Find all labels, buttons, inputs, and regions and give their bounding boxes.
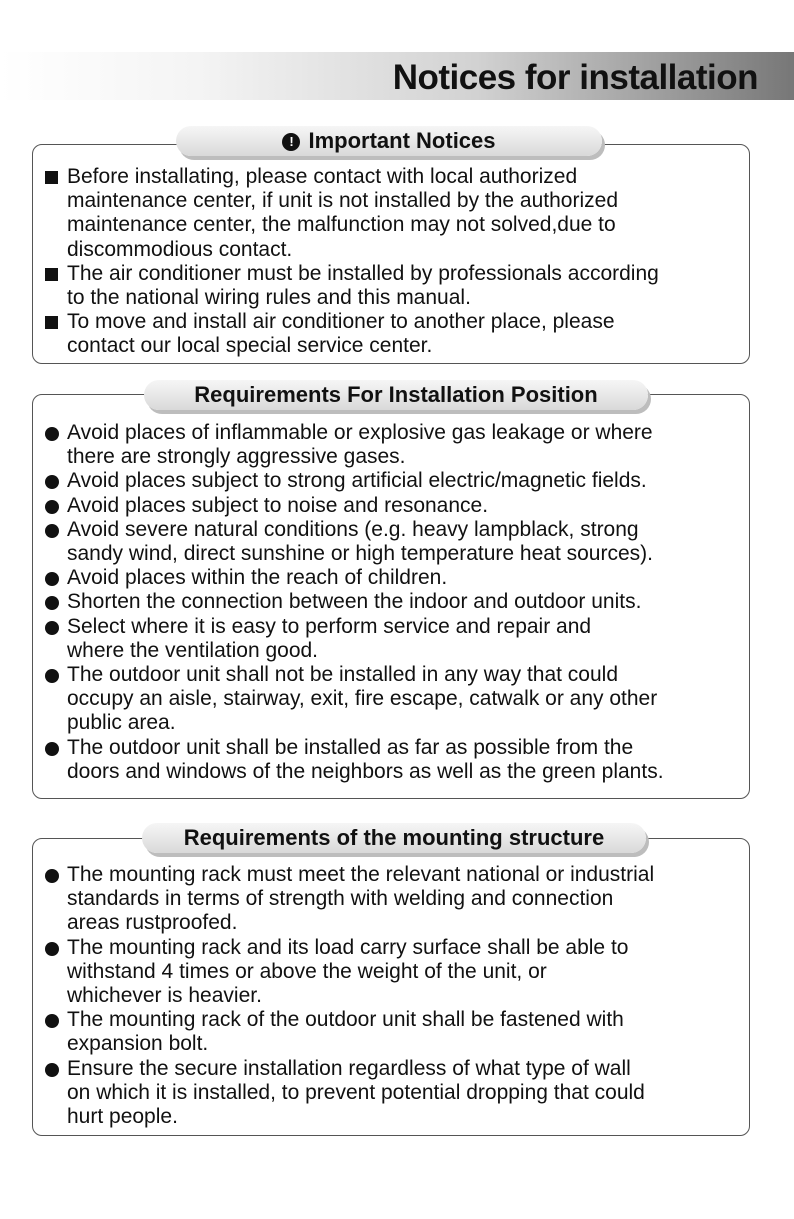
list-item <box>41 615 745 663</box>
mounting-structure-list <box>41 863 745 1129</box>
mounting-structure-panel <box>32 838 750 1136</box>
list-item <box>41 936 745 1009</box>
list-item-line: areas rustproofed. <box>67 911 238 935</box>
list-item-line: The mounting rack of the outdoor unit shall be fastened with <box>67 1008 624 1032</box>
square-bullet-icon <box>45 171 58 184</box>
round-bullet-icon <box>45 1014 59 1028</box>
list-item-line: To move and install air conditioner to another place, please <box>67 310 615 334</box>
round-bullet-icon <box>45 427 59 441</box>
list-item <box>41 469 745 493</box>
round-bullet-icon <box>45 942 59 956</box>
list-item-line: Shorten the connection between the indoor and outdoor units. <box>67 590 642 614</box>
list-item <box>41 494 745 518</box>
installation-position-list <box>41 421 745 784</box>
list-item-line: contact our local special service center. <box>67 334 433 358</box>
installation-position-heading: Requirements For Installation Position <box>144 380 648 410</box>
list-item-line: The outdoor unit shall be installed as far as possible from the <box>67 735 634 759</box>
important-notices-panel <box>32 144 750 364</box>
round-bullet-icon <box>45 475 59 489</box>
list-item-line: on which it is installed, to prevent potential dropping that could <box>67 1080 645 1104</box>
square-bullet-icon <box>45 268 58 281</box>
important-notices-heading-text: Important Notices <box>308 128 496 153</box>
mounting-structure-heading: Requirements of the mounting structure <box>142 823 646 853</box>
list-item-line: Avoid places within the reach of children. <box>67 566 448 590</box>
list-item-line: maintenance center, the malfunction may not solved,due to <box>67 213 616 237</box>
round-bullet-icon <box>45 742 59 756</box>
list-item <box>41 262 745 310</box>
list-item-line: Avoid places subject to strong artificial electric/magnetic fields. <box>67 469 647 493</box>
list-item <box>41 1008 745 1056</box>
exclamation-icon: ! <box>282 133 300 151</box>
important-notices-heading <box>176 126 602 156</box>
list-item <box>41 663 745 736</box>
list-item-line: maintenance center, if unit is not installed by the authorized <box>67 189 619 213</box>
list-item-line: Before installating, please contact with local authorized <box>67 165 578 188</box>
list-item <box>41 1057 745 1130</box>
list-item-line: Avoid places of inflammable or explosive gas leakage or where <box>67 421 653 444</box>
list-item-line: Select where it is easy to perform service and repair and <box>67 614 592 638</box>
installation-position-panel <box>32 394 750 799</box>
round-bullet-icon <box>45 621 59 635</box>
list-item-line: Avoid severe natural conditions (e.g. heavy lampblack, strong <box>67 517 639 541</box>
list-item-line: standards in terms of strength with welding and connection <box>67 887 614 911</box>
list-item-line: to the national wiring rules and this manual. <box>67 286 471 310</box>
list-item-line: hurt people. <box>67 1105 178 1129</box>
list-item <box>41 566 745 590</box>
list-item-line: The air conditioner must be installed by professionals according <box>67 261 659 285</box>
list-item-line: public area. <box>67 711 176 735</box>
round-bullet-icon <box>45 500 59 514</box>
list-item-line: expansion bolt. <box>67 1032 209 1056</box>
list-item-line: whichever is heavier. <box>67 984 262 1008</box>
square-bullet-icon <box>45 316 58 329</box>
list-item <box>41 421 745 469</box>
round-bullet-icon <box>45 524 59 538</box>
list-item-line: where the ventilation good. <box>67 638 319 662</box>
page-title: Notices for installation <box>392 58 758 97</box>
list-item <box>41 863 745 936</box>
list-item-line: discommodious contact. <box>67 237 293 261</box>
round-bullet-icon <box>45 572 59 586</box>
list-item-line: withstand 4 times or above the weight of the unit, or <box>67 959 547 983</box>
list-item-line: The mounting rack and its load carry surface shall be able to <box>67 935 629 959</box>
list-item-line: there are strongly aggressive gases. <box>67 445 406 469</box>
list-item <box>41 310 745 358</box>
important-notices-list <box>41 165 745 359</box>
round-bullet-icon <box>45 596 59 610</box>
round-bullet-icon <box>45 669 59 683</box>
list-item <box>41 518 745 566</box>
list-item-line: occupy an aisle, stairway, exit, fire escape, catwalk or any other <box>67 687 658 711</box>
list-item <box>41 736 745 784</box>
list-item <box>41 590 745 614</box>
round-bullet-icon <box>45 1063 59 1077</box>
list-item-line: The outdoor unit shall not be installed in any way that could <box>67 663 619 687</box>
list-item-line: Ensure the secure installation regardless of what type of wall <box>67 1056 631 1080</box>
list-item <box>41 165 745 262</box>
list-item-line: Avoid places subject to noise and resonance. <box>67 493 489 517</box>
list-item-line: doors and windows of the neighbors as well as the green plants. <box>67 759 664 783</box>
list-item-line: The mounting rack must meet the relevant national or industrial <box>67 863 655 886</box>
list-item-line: sandy wind, direct sunshine or high temperature heat sources). <box>67 542 653 566</box>
round-bullet-icon <box>45 869 59 883</box>
